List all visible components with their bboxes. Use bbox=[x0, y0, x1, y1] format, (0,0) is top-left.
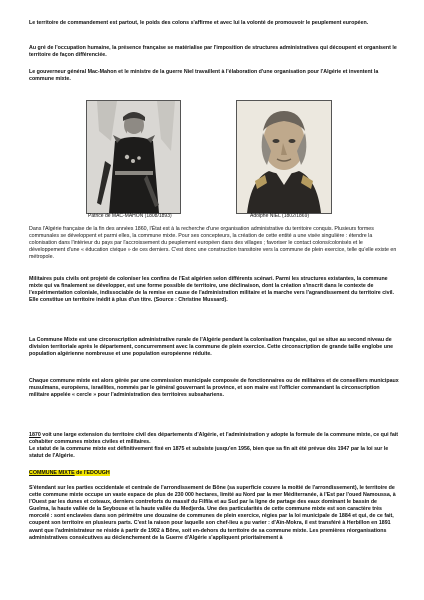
mac-mahon-niel-paragraph: Le gouverneur général Mac-Mahon et le ministre de la guerre Niel travaillent à l'élaboration d'une organisation pour l'Algérie et inventent la commune mixte. bbox=[29, 69, 379, 83]
niel-caption: Adolphe NIEL (1802/1869) bbox=[250, 213, 310, 219]
section-heading bbox=[29, 470, 110, 477]
colonisation-scenarios-paragraph: Militaires puis civils ont projeté de coloniser les confins de l'Est algérien selon différents scénari. Parmi les structures existantes, la commune mixte qui va finalement se développer, est une forme possible de territoire, une déclinaison, dont la création s'inscrit dans le contexte de l'expérimentation coloniale, indissociable de la remise en cause de l'administration militaire et la marche vers l'agrandissement du territoire civil. Elle constitue un territoire inédit à plus d'un titre. (Source : Christine Mussard). bbox=[29, 276, 394, 304]
year-1870: 1870 bbox=[29, 432, 41, 438]
niel-portrait-image bbox=[237, 101, 331, 213]
commune-mixte-definition-paragraph: La Commune Mixte est une circonscription administrative rurale de l'Algérie pendant la colonisation française, qui se situe au second niveau de division territoriale après le département, concurremment avec la commune de plein exercice. Cette circonscription de grande taille englobe une population algérienne nombreuse et une population européenne réduite. bbox=[29, 337, 394, 358]
mac-mahon-caption: Patrice de MAC-MAHON (1808/1893) bbox=[88, 213, 172, 219]
mac-mahon-portrait bbox=[86, 100, 181, 214]
extension-1870-text: voit une large extension du territoire civil des départements d'Algérie, et l'administration y adopte la formule de la commune mixte, ce qui fait cohabiter communes mixtes civiles et militaires. bbox=[29, 432, 399, 446]
commune-mixte-origin-paragraph: Dans l'Algérie française de la fin des années 1860, l'État est à la recherche d'une organisation administrative du territoire conquis. Plusieurs formes communales se développent et parmi elles, la commune mixte. Pour ses concepteurs, la création de cette entité a une visée singulière : étendre la colonisation dans l'intérieur du pays par l'accroissement du peuplement européen dans des villages ; favoriser le contact colons/colonisés et le développement d'une « éducation civique » de ces derniers. C'est donc une construction transitoire vers la commune de plein exercice, telle qu'elle existe en métropole. bbox=[29, 226, 397, 261]
section-heading-highlight bbox=[29, 470, 110, 476]
administrative-structures-paragraph: Au gré de l'occupation humaine, la présence française se matérialise par l'imposition de structures administratives qui découpent et organisent le territoire de façon différenciée. bbox=[29, 45, 397, 59]
commune-administration-paragraph: Chaque commune mixte est alors gérée par une commission municipale composée de fonctionnaires ou de militaires et de conseillers municipaux musulmans, européens, israélites, nommés par le général gouvernant la province, et son maire est l'officier commandant la circonscription militaire appelée « cercle » pour l'administration des territoires subsahariens. bbox=[29, 378, 399, 399]
extension-1870-paragraph bbox=[29, 432, 399, 446]
niel-portrait bbox=[236, 100, 332, 214]
section-heading-edough: de l'EDOUGH bbox=[74, 470, 110, 476]
mac-mahon-portrait-image bbox=[87, 101, 180, 213]
intro-paragraph: Le territoire de commandement est partout, le poids des colons s'affirme et avec lui la volonté de promouvoir le peuplement européen. bbox=[29, 20, 369, 26]
statut-paragraph: Le statut de la commune mixte est définitivement fixé en 1875 et subsiste jusqu'en 1956, bien que sa fin ait été prévue dès 1947 par la loi sur le statut de l'Algérie. bbox=[29, 446, 389, 460]
section-heading-commune-mixte: COMMUNE MIXTE bbox=[29, 470, 75, 476]
edough-description-paragraph: S'étendant sur les parties occidentale et centrale de l'arrondissement de Bône (sa superficie couvre la moitié de l'arrondissement), le territoire de cette commune mixte occupe un vaste espace de plus de 230 000 hectares, limité au Nord par la mer Méditerranée, à l'Est par l'oued Namoussa, à l'Ouest par les dunes et coteaux, derniers contreforts du massif du Filfila et au Sud par la ligne de partage des eaux dominant le bassin de Guelma, la haute vallée de la Seybouse et la haute vallée du Medjerda. Une des particularités de cette commune mixte est son caractère très morcelé : sont enclavées dans son périmètre une douzaine de communes de plein exercice, régies par la loi municipale de 1884 et qui, de ce fait, coupent son territoire en plusieurs parts. C'est la raison pour laquelle son chef-lieu a pu varier : d'Aïn-Mokra, il est transféré à Herbillon en 1891 avant que l'administrateur ne réside à partir de 1902 à Bône, soit en-dehors du territoire de sa commune mixte. Les premières réorganisations administratives consécutives au déclenchement de la Guerre d'Algérie s'appliquent prioritairement à bbox=[29, 485, 396, 541]
